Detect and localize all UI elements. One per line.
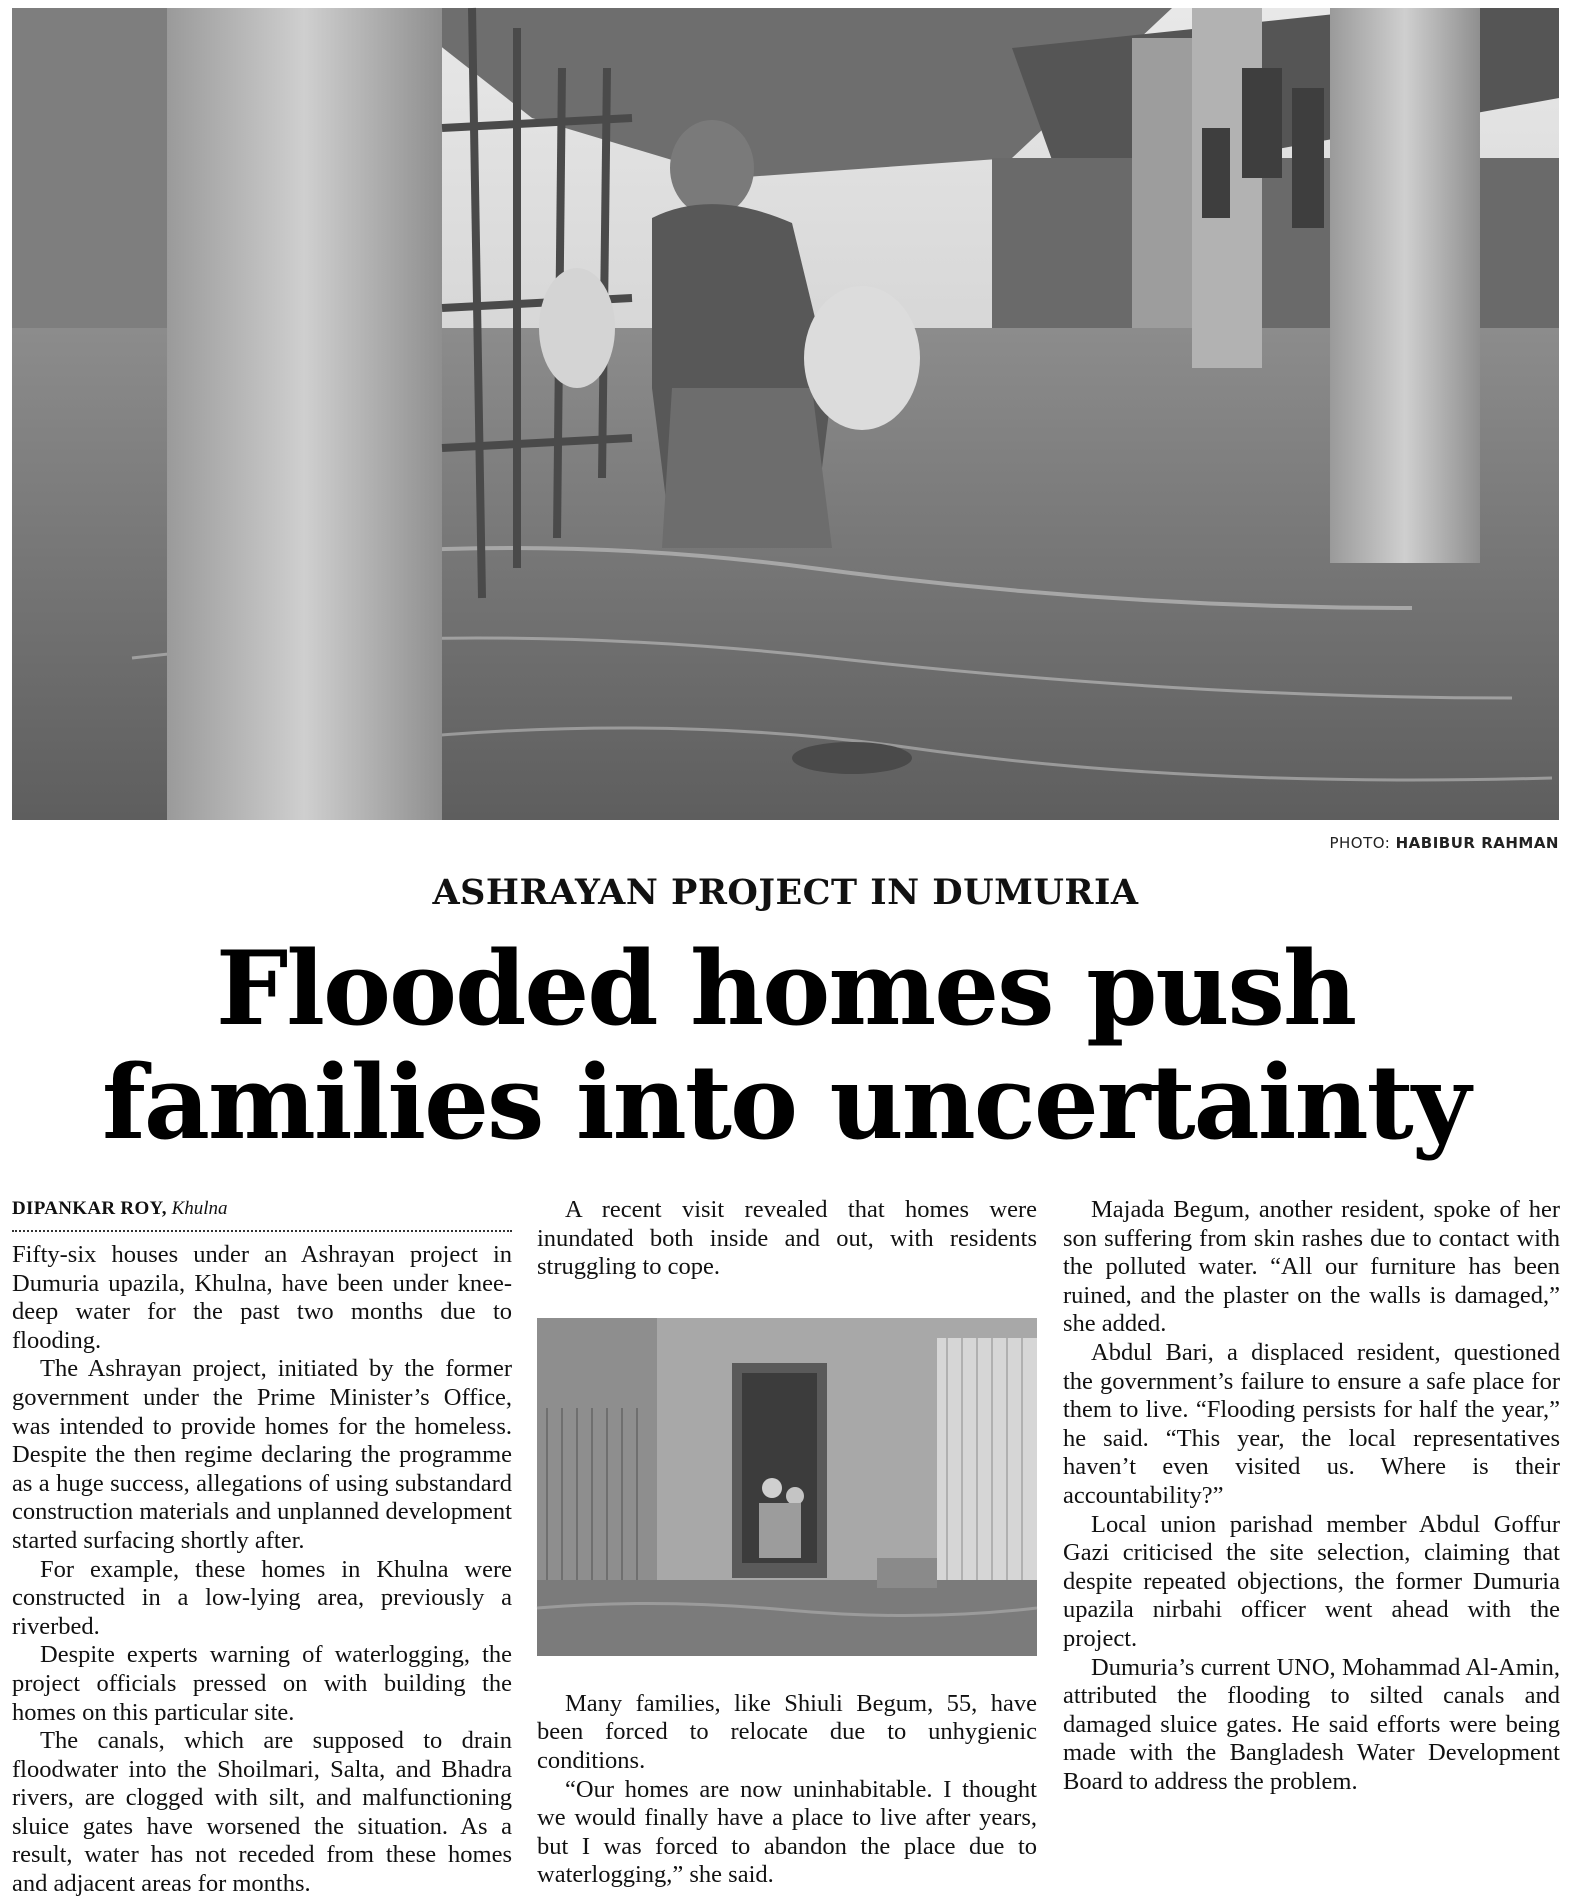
article-column-1: [12, 1196, 512, 1899]
headline-line-2: families into uncertainty: [101, 1043, 1470, 1163]
paragraph: The Ashrayan project, initiated by the former government under the Prime Minister’s Office, was intended to provide homes for the homeless. Despite the then regime declaring the programme as a huge success, allegations of using substandard construction materials and unplanned development started surfacing shortly after.: [12, 1355, 512, 1554]
article-column-3: [1063, 1196, 1560, 1796]
byline-author: DIPANKAR ROY,: [12, 1198, 167, 1219]
paragraph: A recent visit revealed that homes were inundated both inside and out, with residents struggling to cope.: [537, 1196, 1037, 1281]
kicker: ASHRAYAN PROJECT IN DUMURIA: [432, 872, 1139, 913]
photo-credit-label: PHOTO:: [1329, 834, 1391, 852]
doorway-image: [537, 1318, 1037, 1656]
photographer-name: HABIBUR RAHMAN: [1395, 834, 1559, 852]
flooded-alley-image: [12, 8, 1559, 820]
paragraph: “Our homes are now uninhabitable. I thought we would finally have a place to live after years, but I was forced to abandon the place due to waterlogging,” she said.: [537, 1775, 1037, 1889]
byline-place: Khulna: [171, 1198, 228, 1219]
headline: [0, 929, 1571, 1163]
paragraph: Many families, like Shiuli Begum, 55, have been forced to relocate due to unhygienic conditions.: [537, 1689, 1037, 1774]
paragraph: Abdul Bari, a displaced resident, questioned the government’s failure to ensure a safe place for them to live. “Flooding persists for half the year,” he said. “This year, the local representatives haven’t even visited us. Where is their accountability?”: [1063, 1338, 1560, 1509]
paragraph: Dumuria’s current UNO, Mohammad Al-Amin, attributed the flooding to silted canals and damaged sluice gates. He said efforts were being made with the Bangladesh Water Development Board to address the problem.: [1063, 1653, 1560, 1795]
paragraph: Fifty-six houses under an Ashrayan project in Dumuria upazila, Khulna, have been under knee-deep water for the past two months due to flooding.: [12, 1241, 512, 1354]
paragraph: Despite experts warning of waterlogging, the project officials pressed on with building the homes on this particular site.: [12, 1641, 512, 1726]
inline-photo: [537, 1318, 1037, 1656]
main-photo: [12, 8, 1559, 820]
paragraph: The canals, which are supposed to drain floodwater into the Shoilmari, Salta, and Bhadra rivers, are clogged with silt, and malfunctioning sluice gates have worsened the situation. As a result, water has not receded from these homes and adjacent areas for months.: [12, 1727, 512, 1898]
paragraph: Majada Begum, another resident, spoke of her son suffering from skin rashes due to contact with the polluted water. “All our furniture has been ruined, and the plaster on the walls is damaged,” she added.: [1063, 1196, 1560, 1338]
paragraph: Local union parishad member Abdul Goffur Gazi criticised the site selection, claiming that despite repeated objections, the former Dumuria upazila nirbahi officer went ahead with the project.: [1063, 1510, 1560, 1652]
paragraph: For example, these homes in Khulna were constructed in a low-lying area, previously a riverbed.: [12, 1555, 512, 1640]
headline-line-1: Flooded homes push: [215, 929, 1356, 1049]
photo-credit: [1329, 834, 1559, 852]
byline: [12, 1196, 512, 1232]
article-column-2: [537, 1196, 1037, 1890]
